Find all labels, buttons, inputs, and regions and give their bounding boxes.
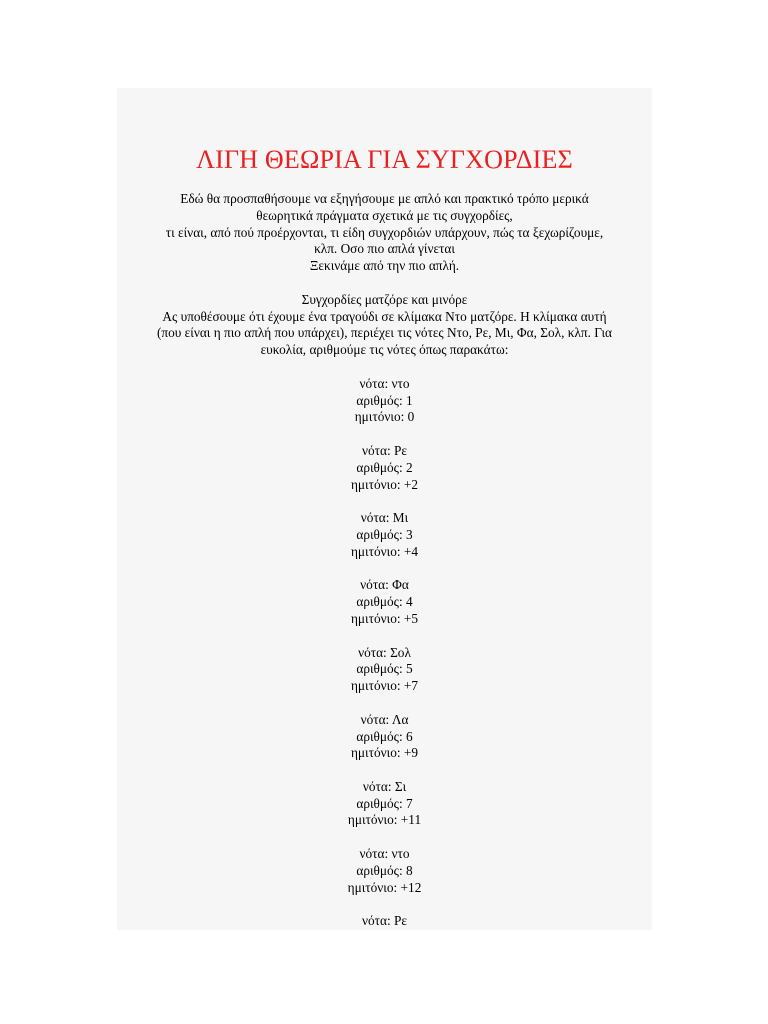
note-entry (117, 645, 652, 695)
spacer (117, 426, 652, 443)
note-entry (117, 846, 652, 896)
note-name: νότα: Ρε (362, 442, 407, 458)
note-semitone: ημιτόνιο: +4 (350, 543, 419, 559)
section-line: Ας υποθέσουμε ότι έχουμε ένα τραγούδι σε κλίμακα Ντο ματζόρε. Η κλίμακα αυτή (162, 308, 607, 324)
note-entry (117, 712, 652, 762)
intro-line: Ξεκινάμε από την πιο απλή. (309, 258, 460, 274)
note-number: αριθμός: 6 (356, 728, 413, 744)
spacer (117, 561, 652, 578)
section-line: ευκολία, αριθμούμε τις νότες όπως παρακάτω: (260, 342, 509, 358)
document-body (117, 191, 652, 930)
note-name: νότα: Σολ (358, 644, 411, 660)
note-number: αριθμός: 5 (356, 661, 413, 677)
note-entry (117, 443, 652, 493)
note-name: νότα: Μι (360, 510, 409, 526)
note-number: αριθμός: 1 (356, 392, 413, 408)
note-semitone: ημιτόνιο: +2 (350, 476, 419, 492)
note-semitone: ημιτόνιο: +7 (350, 678, 419, 694)
intro-line: Εδώ θα προσπαθήσουμε να εξηγήσουμε με απλό και πρακτικό τρόπο μερικά (180, 191, 589, 206)
section-paragraph (117, 292, 652, 359)
note-number: αριθμός: 4 (356, 594, 413, 610)
spacer (117, 628, 652, 645)
note-semitone: ημιτόνιο: +5 (350, 610, 419, 626)
spacer (117, 493, 652, 510)
intro-line: θεωρητικά πράγματα σχετικά με τις συγχορδίες, (256, 207, 513, 223)
spacer (117, 695, 652, 712)
note-entry (117, 779, 652, 829)
note-entry (117, 510, 652, 560)
note-entry (117, 913, 652, 930)
intro-line: κλπ. Οσο πιο απλά γίνεται (314, 241, 455, 257)
spacer (117, 829, 652, 846)
section-line: (που είναι η πιο απλή που υπάρχει), περιέχει τις νότες Ντο, Ρε, Μι, Φα, Σολ, κλπ. Για (156, 325, 613, 341)
note-entry (117, 577, 652, 627)
note-semitone: ημιτόνιο: +12 (347, 879, 422, 895)
note-number: αριθμός: 2 (356, 459, 413, 475)
note-semitone: ημιτόνιο: 0 (354, 409, 415, 425)
note-name: νότα: ντο (359, 375, 410, 391)
note-name: νότα: Φα (360, 577, 409, 593)
note-number: αριθμός: 7 (356, 795, 413, 811)
note-number: αριθμός: 8 (356, 862, 413, 878)
document-title: ΛΙΓΗ ΘΕΩΡΙΑ ΓΙΑ ΣΥΓΧΟΡΔΙΕΣ (196, 145, 573, 174)
note-name: νότα: Λα (360, 711, 409, 727)
intro-line: τι είναι, από πού προέρχονται, τι είδη συγχορδιών υπάρχουν, πώς τα ξεχωρίζουμε, (165, 224, 604, 240)
note-semitone: ημιτόνιο: +11 (347, 812, 422, 828)
note-number: αριθμός: 3 (356, 526, 413, 542)
spacer (117, 275, 652, 292)
intro-paragraph (117, 191, 652, 275)
document-page (117, 88, 652, 930)
note-name: νότα: ντο (359, 846, 410, 862)
note-semitone: ημιτόνιο: +9 (350, 745, 419, 761)
spacer (117, 359, 652, 376)
note-name: νότα: Σι (362, 778, 407, 794)
note-name: νότα: Ρε (362, 913, 407, 929)
spacer (117, 896, 652, 913)
spacer (117, 762, 652, 779)
note-entry (117, 376, 652, 426)
section-heading: Συγχορδίες ματζόρε και μινόρε (301, 291, 468, 307)
